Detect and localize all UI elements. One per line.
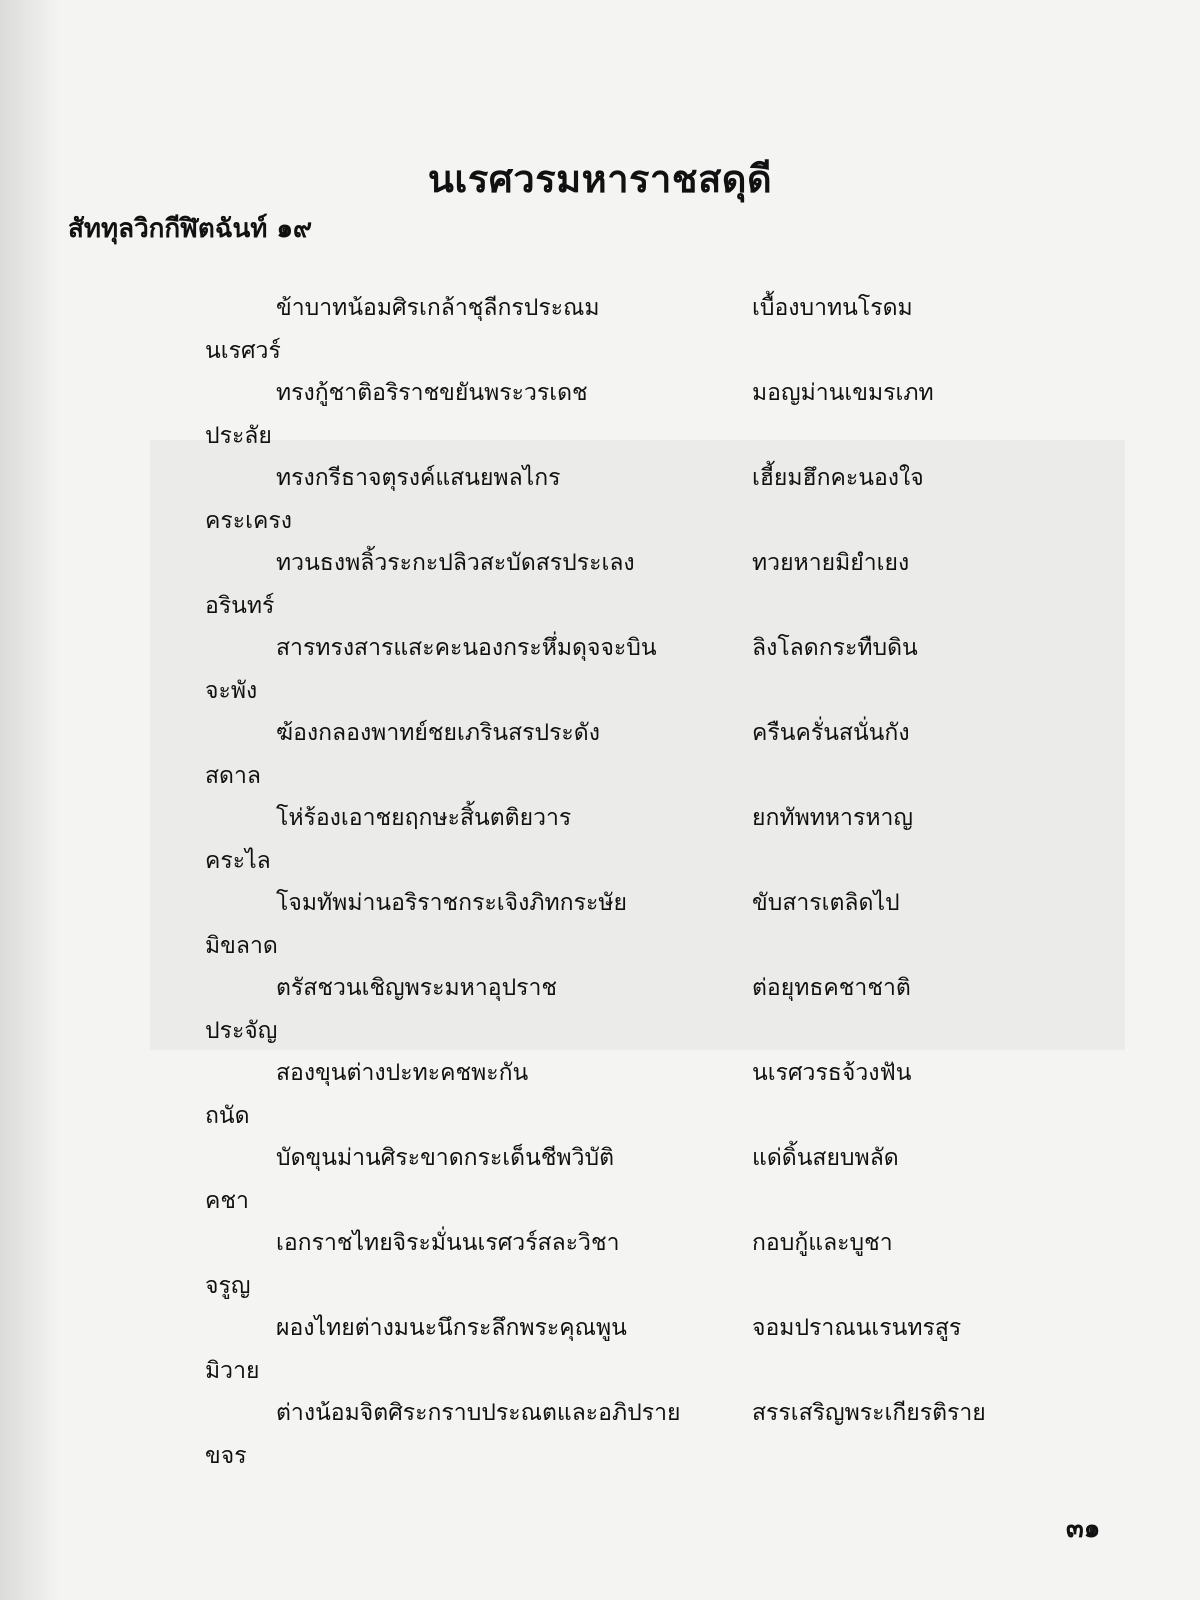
verse-first-part: ทวนธงพลิ้วระกะปลิวสะบัดสรประเลง	[276, 550, 635, 576]
verse-first-part: สารทรงสารแสะคะนองกระหึ่มดุจจะบิน	[276, 635, 657, 661]
verse-ending-word: สดาล	[205, 763, 261, 789]
poem-stanza	[0, 290, 1200, 375]
verse-ending-word: ประจัญ	[205, 1018, 278, 1044]
verse-ending-word: คระไล	[205, 848, 271, 874]
verse-ending-word: มิขลาด	[205, 933, 278, 959]
poem-stanza	[0, 630, 1200, 715]
verse-ending-word: นเรศวร์	[205, 338, 281, 364]
verse-second-part: จอมปราณนเรนทรสูร	[752, 1315, 962, 1341]
poem-stanza	[0, 460, 1200, 545]
poem-stanza	[0, 1225, 1200, 1310]
verse-ending-word: อรินทร์	[205, 593, 275, 619]
verse-second-part: นเรศวรธจ้วงฟัน	[752, 1060, 912, 1086]
poem-stanza	[0, 715, 1200, 800]
poem-stanza	[0, 375, 1200, 460]
verse-first-part: โจมทัพม่านอริราชกระเจิงภิทกระษัย	[276, 890, 627, 916]
verse-second-part: กอบกู้และบูชา	[752, 1230, 893, 1256]
poem-stanza	[0, 1310, 1200, 1395]
verse-second-part: เฮี้ยมฮึกคะนองใจ	[752, 465, 924, 491]
verse-second-part: ลิงโลดกระทืบดิน	[752, 635, 918, 661]
verse-first-part: โห่ร้องเอาชยฤกษะสิ้นตติยวาร	[276, 805, 572, 831]
verse-second-part: แด่ดิ้นสยบพลัด	[752, 1145, 899, 1171]
verse-first-part: ต่างน้อมจิตศิระกราบประณตและอภิปราย	[276, 1400, 681, 1426]
verse-ending-word: คชา	[205, 1188, 249, 1214]
verse-ending-word: คระเครง	[205, 508, 292, 534]
verse-first-part: ทรงกรีธาจตุรงค์แสนยพลไกร	[276, 465, 561, 491]
poem-stanza	[0, 1055, 1200, 1140]
verse-second-part: มอญม่านเขมรเภท	[752, 380, 934, 406]
verse-ending-word: ประลัย	[205, 423, 272, 449]
verse-first-part: ฆ้องกลองพาทย์ชยเภรินสรประดัง	[276, 720, 600, 746]
meter-subtitle: สัททุลวิกกีฬิตฉันท์ ๑๙	[68, 214, 313, 244]
verse-first-part: เอกราชไทยจิระมั่นนเรศวร์สละวิชา	[276, 1230, 620, 1256]
poem-stanza	[0, 545, 1200, 630]
verse-first-part: ผองไทยต่างมนะนึกระลึกพระคุณพูน	[276, 1315, 627, 1341]
verse-ending-word: ขจร	[205, 1443, 247, 1469]
poem-stanza	[0, 800, 1200, 885]
verse-ending-word: มิวาย	[205, 1358, 260, 1384]
verse-second-part: ต่อยุทธคชาชาติ	[752, 975, 911, 1001]
verse-second-part: ครืนครั่นสนั่นกัง	[752, 720, 910, 746]
page-number: ๓๑	[1066, 1514, 1101, 1544]
page-title: นเรศวรมหาราชสดุดี	[427, 156, 773, 201]
poem-stanza	[0, 970, 1200, 1055]
verse-ending-word: ถนัด	[205, 1103, 250, 1129]
verse-ending-word: จะพัง	[205, 678, 258, 704]
poem-body	[0, 290, 1200, 1480]
poem-stanza	[0, 885, 1200, 970]
verse-ending-word: จรูญ	[205, 1273, 251, 1299]
verse-second-part: ยกทัพทหารหาญ	[752, 805, 913, 831]
verse-second-part: ทวยหายมิยำเยง	[752, 550, 910, 576]
verse-second-part: เบื้องบาทนโรดม	[752, 295, 913, 321]
verse-second-part: ขับสารเตลิดไป	[752, 890, 900, 916]
verse-first-part: ตรัสชวนเชิญพระมหาอุปราช	[276, 975, 558, 1001]
verse-first-part: สองขุนต่างปะทะคชพะกัน	[276, 1060, 529, 1086]
verse-first-part: ทรงกู้ชาติอริราชขยันพระวรเดช	[276, 380, 588, 406]
verse-second-part: สรรเสริญพระเกียรติราย	[752, 1400, 986, 1426]
verse-first-part: ข้าบาทน้อมศิรเกล้าชุลีกรประณม	[276, 295, 600, 321]
verse-first-part: บัดขุนม่านศิระขาดกระเด็นชีพวิบัติ	[276, 1145, 615, 1171]
poem-stanza	[0, 1140, 1200, 1225]
poem-stanza	[0, 1395, 1200, 1480]
